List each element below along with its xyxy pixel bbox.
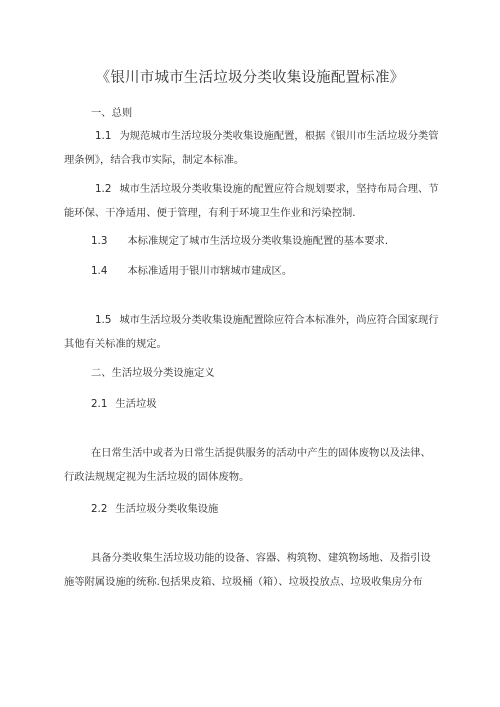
paragraph-1-3 [91,234,388,248]
paragraph-number: 1.4 [91,265,108,277]
definition-2-1-line-2: 行政法规规定视为生活垃圾的固体废物。 [64,471,250,483]
definition-2-1-line-1: 在日常生活中或者为日常生活提供服务的活动中产生的固体废物以及法律、 [91,447,431,459]
section-1-heading: 一、总则 [91,107,133,119]
document-title: 《银川市城市生活垃圾分类收集设施配置标准》 [95,70,405,86]
paragraph-1-4 [91,264,292,278]
paragraph-text: 为规范城市生活垃圾分类收集设施配置，根据《银川市生活垃圾分类管 [119,130,439,142]
paragraph-number: 1.2 [95,183,112,195]
paragraph-1-2-line-1 [95,182,439,196]
subsection-2-2 [91,502,218,516]
paragraph-1-5-line-1 [95,313,439,327]
paragraph-text: 本标准规定了城市生活垃圾分类收集设施配置的基本要求. [127,235,389,247]
section-2-heading: 二、生活垃圾分类设施定义 [91,367,215,379]
paragraph-1-1-line-1 [95,129,439,143]
paragraph-1-1-line-2: 理条例》，结合我市实际，制定本标准。 [64,154,245,166]
definition-2-2-line-1: 具备分类收集生活垃圾功能的设备、容器、构筑物、建筑物场地、及指引设 [91,552,431,564]
definition-2-2-line-2: 施等附属设施的统称.包括果皮箱、垃圾桶（箱）、垃圾投放点、垃圾收集房分布 [64,576,423,588]
paragraph-1-5-line-2: 其他有关标准的规定。 [64,338,167,350]
paragraph-1-2-line-2: 能环保、干净适用、便于管理，有利于环境卫生作业和污染控制. [64,207,356,219]
paragraph-number: 1.5 [95,314,112,326]
paragraph-text: 城市生活垃圾分类收集设施的配置应符合规划要求，坚持布局合理、节 [119,183,439,195]
paragraph-number: 1.3 [91,235,108,247]
subsection-label: 生活垃圾分类收集设施 [115,503,219,515]
subsection-label: 生活垃圾 [115,398,157,410]
paragraph-text: 本标准适用于银川市辖城市建成区。 [127,265,293,277]
subsection-2-1 [91,397,157,411]
subsection-number: 2.2 [91,503,108,515]
subsection-number: 2.1 [91,398,108,410]
paragraph-text: 城市生活垃圾分类收集设施配置除应符合本标准外，尚应符合国家现行 [119,314,439,326]
paragraph-number: 1.1 [95,130,112,142]
